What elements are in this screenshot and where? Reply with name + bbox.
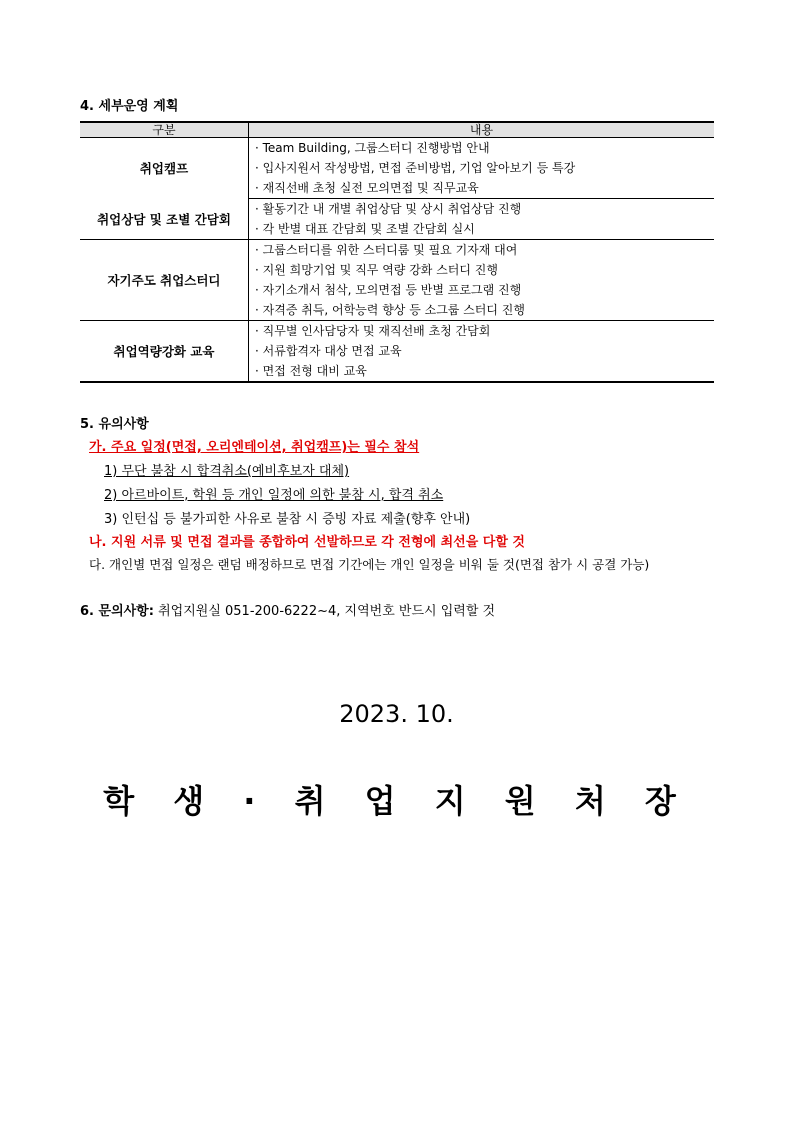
- table-item: · 자격증 취득, 어학능력 향상 등 소그룹 스터디 진행: [255, 303, 525, 317]
- notice-ga: 가. 주요 일정(면접, 오리엔테이션, 취업캠프)는 필수 참석: [89, 440, 420, 455]
- notice-ga-3: 3) 인턴십 등 불가피한 사유로 불참 시 증빙 자료 제출(향후 안내): [104, 512, 471, 527]
- notice-ga-2: 2) 아르바이트, 학원 등 개인 일정에 의한 불참 시, 합격 취소: [104, 488, 444, 503]
- table-item: · 재직선배 초청 실전 모의면접 및 직무교육: [255, 181, 479, 195]
- section4-title: 4. 세부운영 계획: [80, 99, 179, 114]
- contact-label: 6. 문의사항:: [80, 604, 154, 619]
- table-item: · 지원 희망기업 및 직무 역량 강화 스터디 진행: [255, 263, 498, 277]
- header-category: 구분: [80, 122, 249, 138]
- category-study: 자기주도 취업스터디: [80, 240, 249, 321]
- table-item: · 면접 전형 대비 교육: [255, 364, 367, 378]
- operation-plan-table: [80, 121, 714, 383]
- table-item: · 서류합격자 대상 면접 교육: [255, 344, 402, 358]
- table-item: · 그룹스터디를 위한 스터디룸 및 필요 기자재 대여: [255, 243, 518, 257]
- table-item: · 자기소개서 첨삭, 모의면접 등 반별 프로그램 진행: [255, 283, 522, 297]
- document-date: 2023. 10.: [339, 700, 454, 728]
- notice-da: 다. 개인별 면접 일정은 랜덤 배정하므로 면접 기간에는 개인 일정을 비워 둘 것(면접 참가 시 공결 가능): [89, 557, 650, 572]
- contact-line: [80, 600, 495, 619]
- issuer-signature: 학 생 · 취 업 지 원 처 장: [103, 782, 690, 820]
- table-header-row: [80, 122, 714, 138]
- table-item: · 입사지원서 작성방법, 면접 준비방법, 기업 알아보기 등 특강: [255, 161, 576, 175]
- contact-text: 취업지원실 051-200-6222~4, 지역번호 반드시 입력할 것: [153, 604, 496, 619]
- table-item: · Team Building, 그룹스터디 진행방법 안내: [255, 141, 490, 155]
- table-item: · 활동기간 내 개별 취업상담 및 상시 취업상담 진행: [255, 202, 522, 216]
- table-item: · 각 반별 대표 간담회 및 조별 간담회 실시: [255, 222, 475, 236]
- notice-ga-1: 1) 무단 불참 시 합격취소(예비후보자 대체): [104, 464, 350, 479]
- category-job-camp: 취업캠프: [80, 138, 249, 199]
- header-content: 내용: [249, 122, 715, 138]
- category-counseling: 취업상담 및 조별 간담회: [80, 199, 249, 240]
- section5-title: 5. 유의사항: [80, 417, 149, 432]
- notice-na: 나. 지원 서류 및 면접 결과를 종합하여 선발하므로 각 전형에 최선을 다할 것: [89, 535, 525, 550]
- category-education: 취업역량강화 교육: [80, 321, 249, 383]
- table-item: · 직무별 인사담당자 및 재직선배 초청 간담회: [255, 324, 491, 338]
